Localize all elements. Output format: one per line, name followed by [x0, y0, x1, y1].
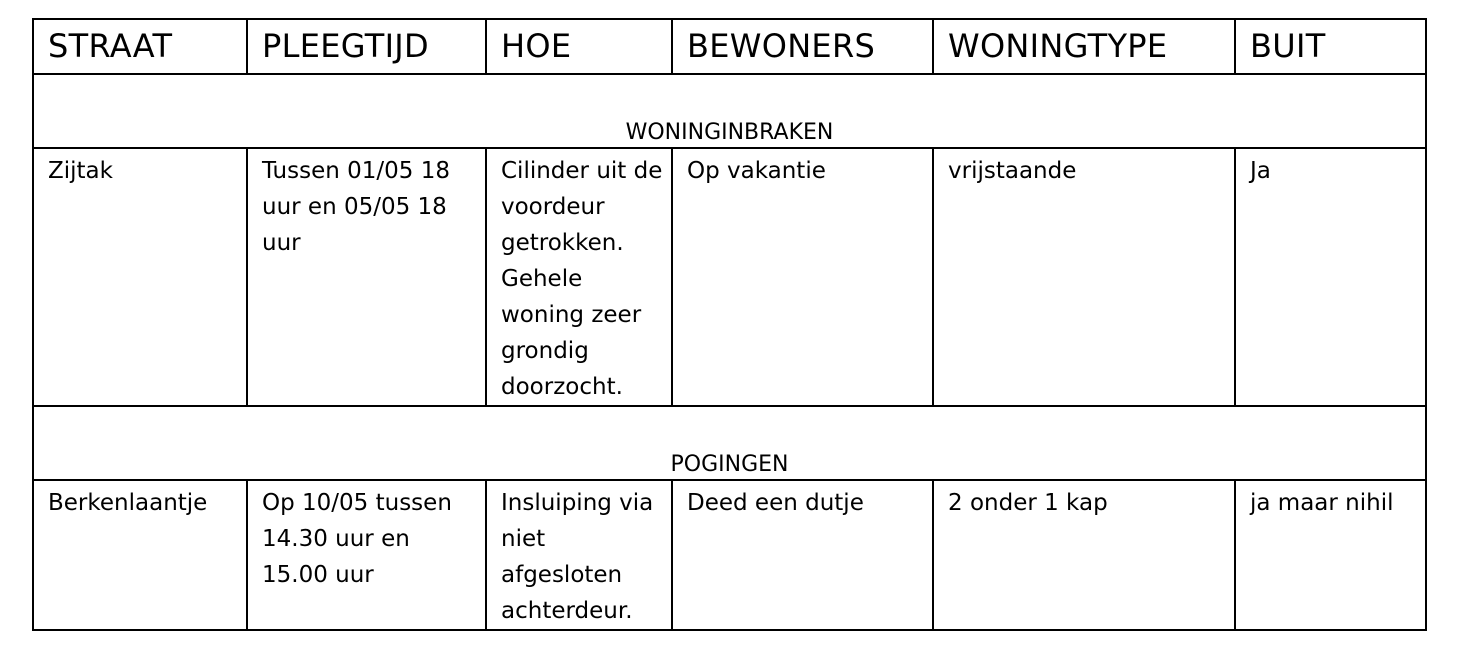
cell-bewoners	[672, 480, 933, 630]
incident-table	[32, 18, 1427, 631]
cell-hoe	[486, 480, 672, 630]
cell-woningtype	[933, 148, 1235, 406]
header-buit: BUIT	[1235, 19, 1426, 74]
cell-text: ja maar nihil	[1250, 490, 1394, 516]
header-bewoners: BEWONERS	[672, 19, 933, 74]
cell-pleegtijd	[247, 148, 486, 406]
header-pleegtijd: PLEEGTIJD	[247, 19, 486, 74]
table-row	[33, 480, 1426, 630]
cell-text: Berkenlaantje	[48, 490, 208, 516]
cell-text: Zijtak	[48, 158, 113, 184]
table-header-row	[33, 19, 1426, 74]
table-row	[33, 148, 1426, 406]
cell-text: Insluiping via niet afgesloten achterdeur.	[501, 490, 654, 624]
header-straat: STRAAT	[33, 19, 247, 74]
cell-text: Cilinder uit de voordeur getrokken. Gehele woning zeer grondig doorzocht.	[501, 158, 663, 400]
cell-text: Deed een dutje	[687, 490, 864, 516]
cell-text: Ja	[1250, 158, 1271, 184]
cell-pleegtijd	[247, 480, 486, 630]
cell-straat	[33, 148, 247, 406]
cell-text: Tussen 01/05 18 uur en 05/05 18 uur	[262, 158, 450, 256]
cell-woningtype	[933, 480, 1235, 630]
cell-buit	[1235, 148, 1426, 406]
cell-hoe	[486, 148, 672, 406]
cell-text: vrijstaande	[948, 158, 1077, 184]
section-title: WONINGINBRAKEN	[33, 74, 1426, 148]
cell-text: Op vakantie	[687, 158, 826, 184]
section-row-woninginbraken	[33, 74, 1426, 148]
cell-bewoners	[672, 148, 933, 406]
cell-text: Op 10/05 tussen 14.30 uur en 15.00 uur	[262, 490, 452, 588]
header-woningtype: WONINGTYPE	[933, 19, 1235, 74]
section-title: POGINGEN	[33, 406, 1426, 480]
section-row-pogingen	[33, 406, 1426, 480]
cell-buit	[1235, 480, 1426, 630]
header-hoe: HOE	[486, 19, 672, 74]
cell-straat	[33, 480, 247, 630]
cell-text: 2 onder 1 kap	[948, 490, 1108, 516]
